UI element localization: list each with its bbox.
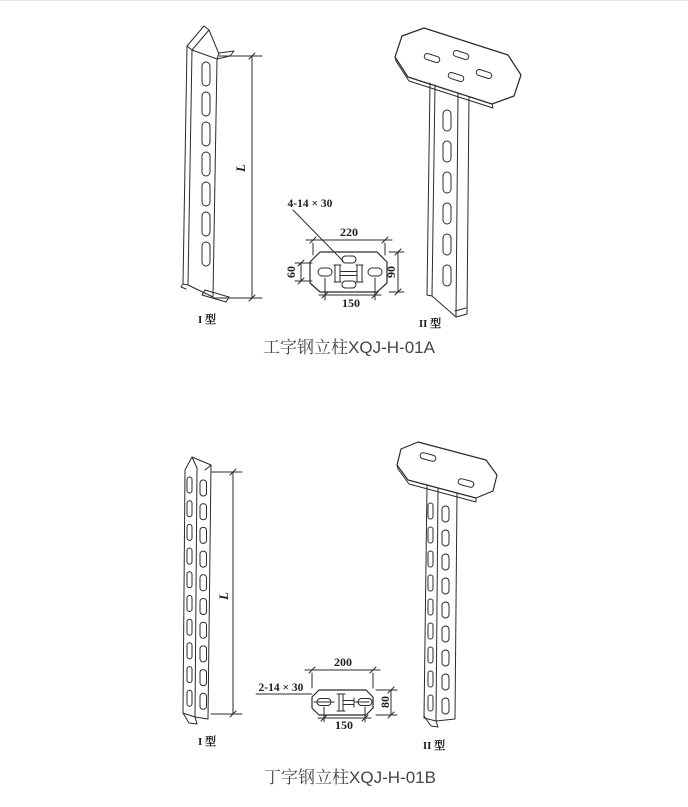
figure-a-type1-label: I 型 [197, 314, 217, 326]
plate-slot [447, 72, 464, 83]
slot [428, 575, 433, 591]
slot [442, 602, 449, 618]
figure-a-caption: 工字钢立柱XQJ-H-01A [263, 338, 435, 357]
slot [187, 643, 192, 659]
slot [187, 690, 192, 706]
dim-220-label: 220 [340, 225, 358, 239]
figure-a-cross-section [284, 198, 404, 310]
slot [442, 554, 449, 570]
plate-slot-left [318, 268, 332, 276]
slot [443, 265, 451, 286]
plate-slot [457, 478, 474, 488]
plate-slot [475, 69, 492, 80]
figure-a-type2-column [395, 28, 521, 330]
figure-a-length-label: L [233, 164, 248, 172]
slot [428, 695, 433, 711]
plate-slot [452, 50, 469, 61]
dim-150-label: 150 [342, 296, 360, 310]
slot [187, 524, 192, 540]
top-plate-outline [397, 442, 497, 498]
dim-80-label: 80 [378, 696, 392, 708]
plate-slot [423, 53, 440, 64]
ibeam-profile [334, 265, 363, 282]
slot [202, 122, 210, 146]
slot [187, 548, 192, 564]
slot [428, 527, 433, 543]
plate-slot [419, 452, 436, 462]
slot [202, 242, 210, 266]
slot [442, 530, 449, 546]
figure-a [181, 26, 521, 357]
slot [442, 698, 449, 714]
slot [443, 110, 451, 131]
slot [202, 152, 210, 176]
plate-slot-bottom [342, 281, 356, 288]
slot [202, 62, 210, 86]
figure-b-type2-column [397, 442, 497, 752]
slot [428, 551, 433, 567]
slot [442, 578, 449, 594]
slot [187, 667, 192, 683]
dim-lines [213, 53, 262, 301]
slot [200, 575, 207, 591]
slot [428, 503, 433, 519]
slot [187, 619, 192, 635]
figure-b-type1-right-slots [200, 480, 207, 709]
slot [202, 212, 210, 236]
slot [200, 693, 207, 709]
figure-b-type2-right-slots [442, 506, 449, 714]
slot [428, 647, 433, 663]
slot [428, 623, 433, 639]
figure-a-type2-label: II 型 [418, 318, 442, 330]
slot [202, 92, 210, 116]
figure-b-type1-column [183, 457, 216, 748]
slot [443, 203, 451, 224]
dim-90-label: 90 [384, 266, 398, 278]
dim-200-label: 200 [334, 655, 352, 669]
top-plate-thickness [395, 57, 493, 108]
dim-150-label: 150 [335, 718, 353, 732]
slot [200, 527, 207, 543]
slot [442, 674, 449, 690]
figure-b-length-dimension [211, 469, 242, 717]
slot [442, 506, 449, 522]
figure-b-length-label: L [216, 592, 231, 600]
slot [442, 626, 449, 642]
dim-60-label: 60 [284, 266, 298, 278]
figure-a-length-dimension [213, 53, 262, 301]
figure-b-type1-left-slots [187, 477, 192, 706]
plate-slot-right [368, 268, 382, 276]
slot [200, 480, 207, 496]
slot [200, 670, 207, 686]
dim-200-lines [305, 667, 380, 688]
slot [200, 646, 207, 662]
slot [200, 622, 207, 638]
figure-b-cross-section [256, 655, 397, 732]
slot [200, 551, 207, 567]
figure-b-type1-label: I 型 [197, 736, 217, 748]
figure-b-caption: 丁字钢立柱XQJ-H-01B [264, 768, 436, 787]
slot [202, 182, 210, 206]
slot [187, 572, 192, 588]
figure-b-type2-label: II 型 [422, 740, 446, 752]
slot [200, 599, 207, 615]
slot [443, 172, 451, 193]
top-plate-outline [395, 28, 521, 104]
figure-a-hole-spec: 4-14 × 30 [287, 198, 333, 210]
slot [443, 234, 451, 255]
plate-slot-top [342, 256, 356, 263]
tbeam-profile [337, 694, 354, 711]
slot [200, 504, 207, 520]
figure-b-hole-spec: 2-14 × 30 [258, 682, 304, 694]
slot [187, 501, 192, 517]
slot [187, 477, 192, 493]
slot [428, 599, 433, 615]
figure-b-type2-left-slots [428, 503, 433, 711]
slot [187, 596, 192, 612]
slot [442, 650, 449, 666]
figure-a-type1-column [181, 26, 234, 326]
figure-a-type2-web-slots [443, 110, 451, 286]
slot [443, 141, 451, 162]
slot [428, 671, 433, 687]
figure-a-type1-web-slots [202, 62, 210, 266]
figure-b [183, 442, 497, 787]
